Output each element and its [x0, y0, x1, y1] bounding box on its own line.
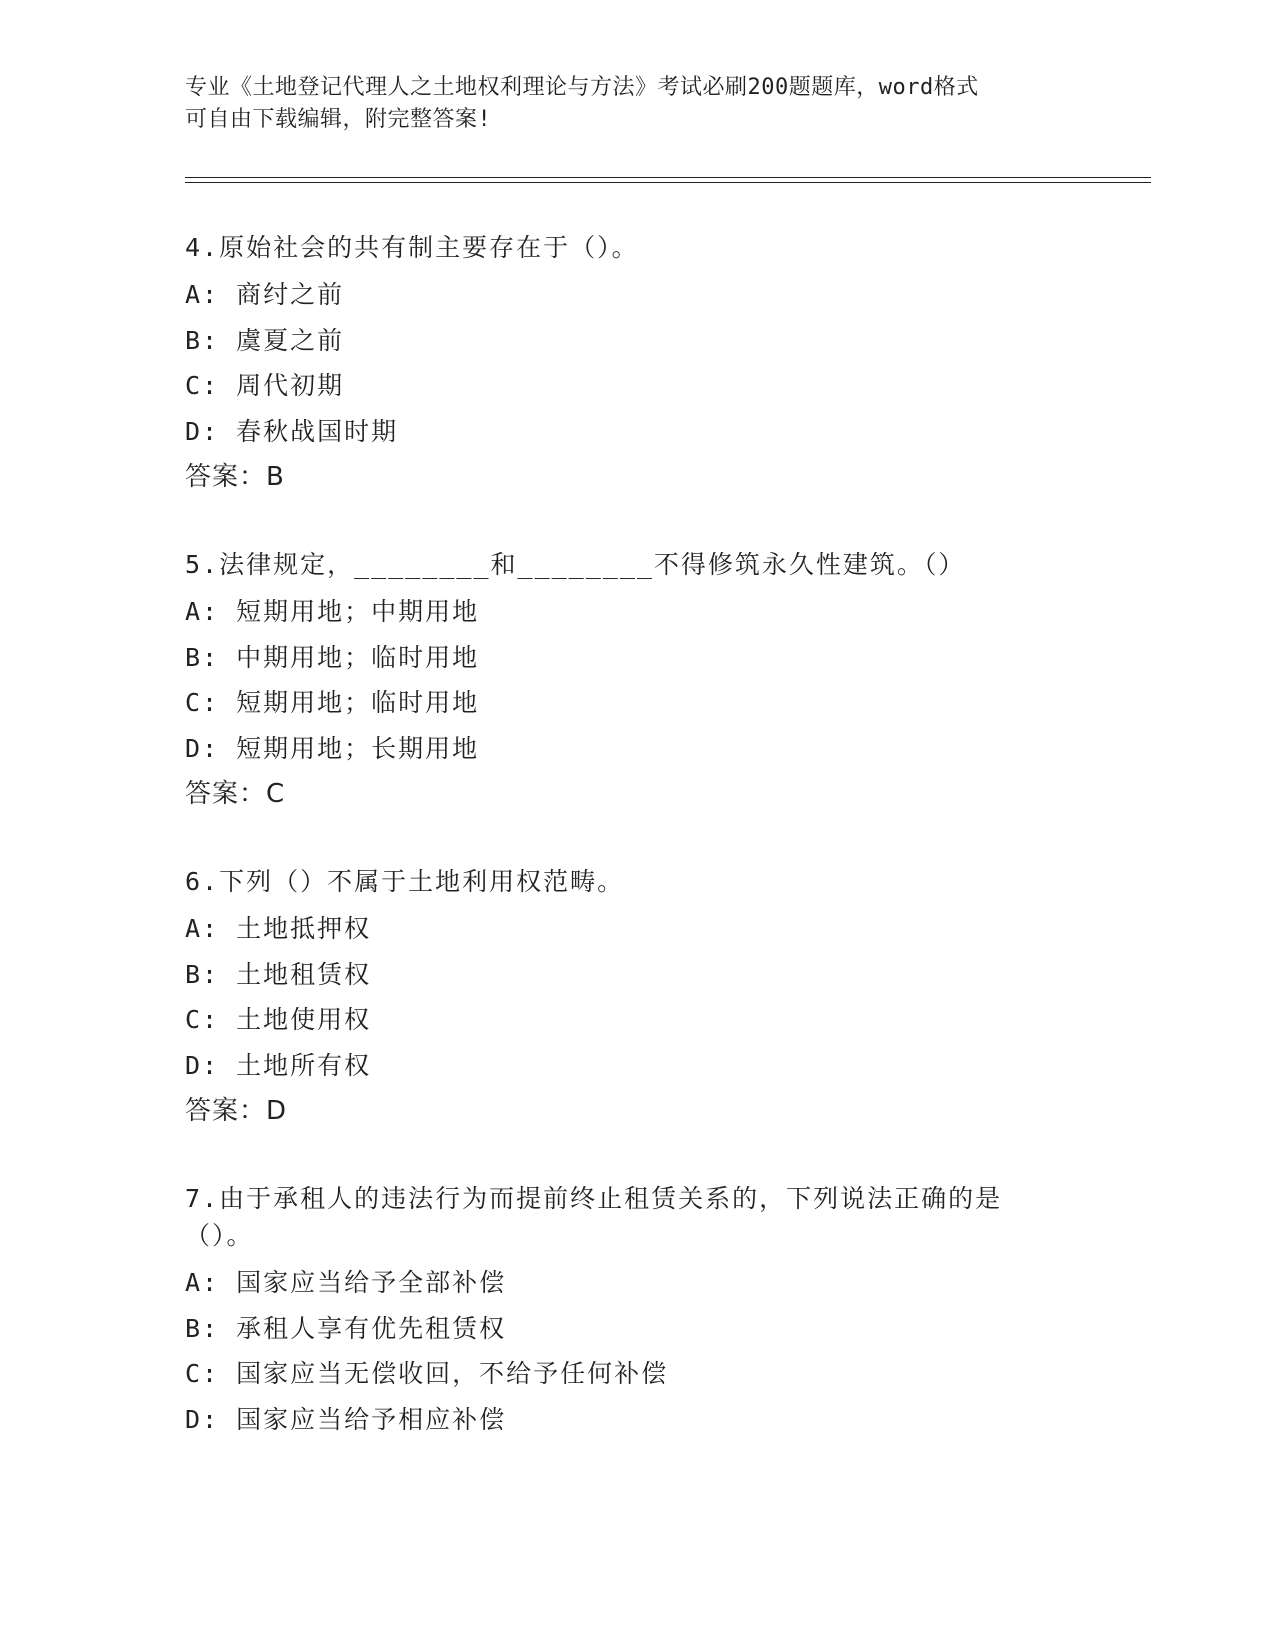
- answer-key: 答案：D: [185, 1096, 288, 1126]
- question-block: [185, 230, 1085, 500]
- answer-option: A: 国家应当给予全部补偿: [185, 1268, 507, 1297]
- answer-key: 答案：C: [185, 779, 286, 809]
- question-stem: [185, 864, 1085, 906]
- document-header: [185, 72, 1065, 136]
- question-stem: [185, 1181, 1085, 1260]
- header-divider-top: [185, 177, 1151, 178]
- question-stem-line: 5.法律规定，________和________不得修筑永久性建筑。（）: [185, 550, 966, 579]
- answer-option: C: 周代初期: [185, 371, 345, 400]
- header-line-2: 可自由下载编辑，附完整答案!: [185, 107, 492, 132]
- question-list: [185, 230, 1085, 1489]
- question-stem-line: 6.下列（）不属于土地利用权范畴。: [185, 867, 625, 896]
- question-stem-line: 7.由于承租人的违法行为而提前终止租赁关系的，下列说法正确的是: [185, 1184, 1003, 1213]
- answer-option: B: 承租人享有优先租赁权: [185, 1313, 507, 1343]
- answer-option: D: 短期用地；长期用地: [185, 733, 480, 763]
- question-block: [185, 547, 1085, 817]
- answer-option: B: 土地租赁权: [185, 959, 372, 989]
- question-stem-line: （）。: [185, 1221, 254, 1250]
- question-stem: [185, 547, 1085, 589]
- answer-option: C: 短期用地；临时用地: [185, 688, 480, 717]
- question-stem-line: 4.原始社会的共有制主要存在于（）。: [185, 233, 639, 262]
- answer-option: A: 土地抵押权: [185, 914, 372, 943]
- question-block: [185, 864, 1085, 1134]
- answer-option: B: 虞夏之前: [185, 325, 345, 355]
- answer-key: 答案：B: [185, 462, 285, 492]
- header-line-1: 专业《土地登记代理人之土地权利理论与方法》考试必刷200题题库，word格式: [185, 75, 979, 100]
- header-divider-bottom: [185, 182, 1151, 183]
- answer-option: D: 土地所有权: [185, 1050, 372, 1080]
- answer-option: C: 土地使用权: [185, 1005, 372, 1034]
- question-stem: [185, 230, 1085, 272]
- answer-option: C: 国家应当无偿收回，不给予任何补偿: [185, 1359, 669, 1388]
- answer-option: D: 国家应当给予相应补偿: [185, 1404, 507, 1434]
- answer-option: D: 春秋战国时期: [185, 416, 399, 446]
- answer-option: A: 商纣之前: [185, 280, 345, 309]
- question-block: [185, 1181, 1085, 1442]
- answer-option: A: 短期用地；中期用地: [185, 597, 480, 626]
- answer-option: B: 中期用地；临时用地: [185, 642, 480, 672]
